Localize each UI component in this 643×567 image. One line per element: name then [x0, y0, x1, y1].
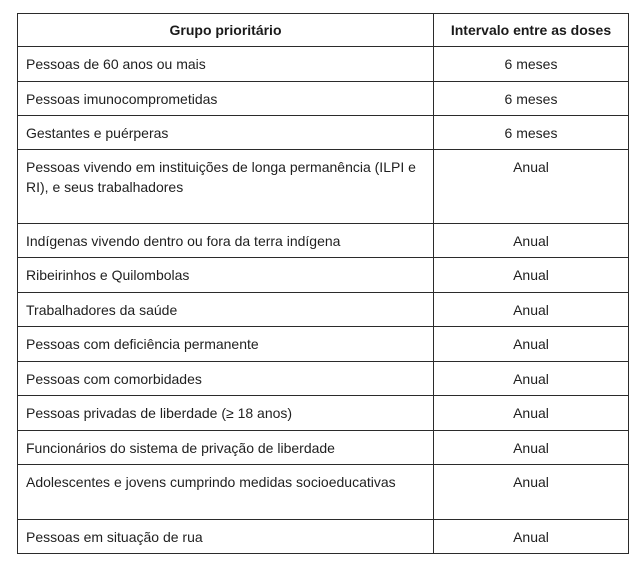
row-group-cell: Indígenas vivendo dentro ou fora da terra indígena: [18, 224, 434, 258]
table-row: [18, 431, 629, 465]
row-interval-cell: 6 meses: [434, 47, 629, 82]
row-group-cell: Ribeirinhos e Quilombolas: [18, 258, 434, 293]
header-interval: Intervalo entre as doses: [434, 14, 629, 47]
row-group-cell: Funcionários do sistema de privação de liberdade: [18, 431, 434, 465]
table-row: [18, 150, 629, 224]
table-row: [18, 82, 629, 116]
table-row: [18, 520, 629, 554]
row-interval-cell: Anual: [434, 327, 629, 362]
row-group-cell: Pessoas privadas de liberdade (≥ 18 anos): [18, 396, 434, 431]
table-row: [18, 47, 629, 82]
row-interval-cell: Anual: [434, 396, 629, 431]
row-interval-cell: Anual: [434, 431, 629, 465]
row-interval-cell: Anual: [434, 150, 629, 224]
row-interval-cell: Anual: [434, 258, 629, 293]
row-group-cell: Pessoas vivendo em instituições de longa permanência (ILPI e RI), e seus trabalhadores: [18, 150, 434, 224]
row-interval-cell: 6 meses: [434, 82, 629, 116]
table-row: [18, 258, 629, 293]
vaccination-table-container: [17, 13, 629, 554]
row-group-cell: Adolescentes e jovens cumprindo medidas socioeducativas: [18, 465, 434, 520]
vaccination-interval-table: [17, 13, 629, 554]
table-row: [18, 293, 629, 327]
row-group-cell: Pessoas imunocomprometidas: [18, 82, 434, 116]
row-group-cell: Gestantes e puérperas: [18, 116, 434, 150]
table-header-row: [18, 14, 629, 47]
row-interval-cell: Anual: [434, 465, 629, 520]
table-row: [18, 362, 629, 396]
row-group-cell: Pessoas de 60 anos ou mais: [18, 47, 434, 82]
row-interval-cell: Anual: [434, 520, 629, 554]
table-row: [18, 396, 629, 431]
table-row: [18, 465, 629, 520]
row-group-cell: Pessoas em situação de rua: [18, 520, 434, 554]
header-group: Grupo prioritário: [18, 14, 434, 47]
row-group-cell: Pessoas com deficiência permanente: [18, 327, 434, 362]
row-interval-cell: Anual: [434, 293, 629, 327]
table-row: [18, 116, 629, 150]
row-interval-cell: 6 meses: [434, 116, 629, 150]
table-row: [18, 327, 629, 362]
table-row: [18, 224, 629, 258]
row-interval-cell: Anual: [434, 224, 629, 258]
row-interval-cell: Anual: [434, 362, 629, 396]
row-group-cell: Trabalhadores da saúde: [18, 293, 434, 327]
row-group-cell: Pessoas com comorbidades: [18, 362, 434, 396]
